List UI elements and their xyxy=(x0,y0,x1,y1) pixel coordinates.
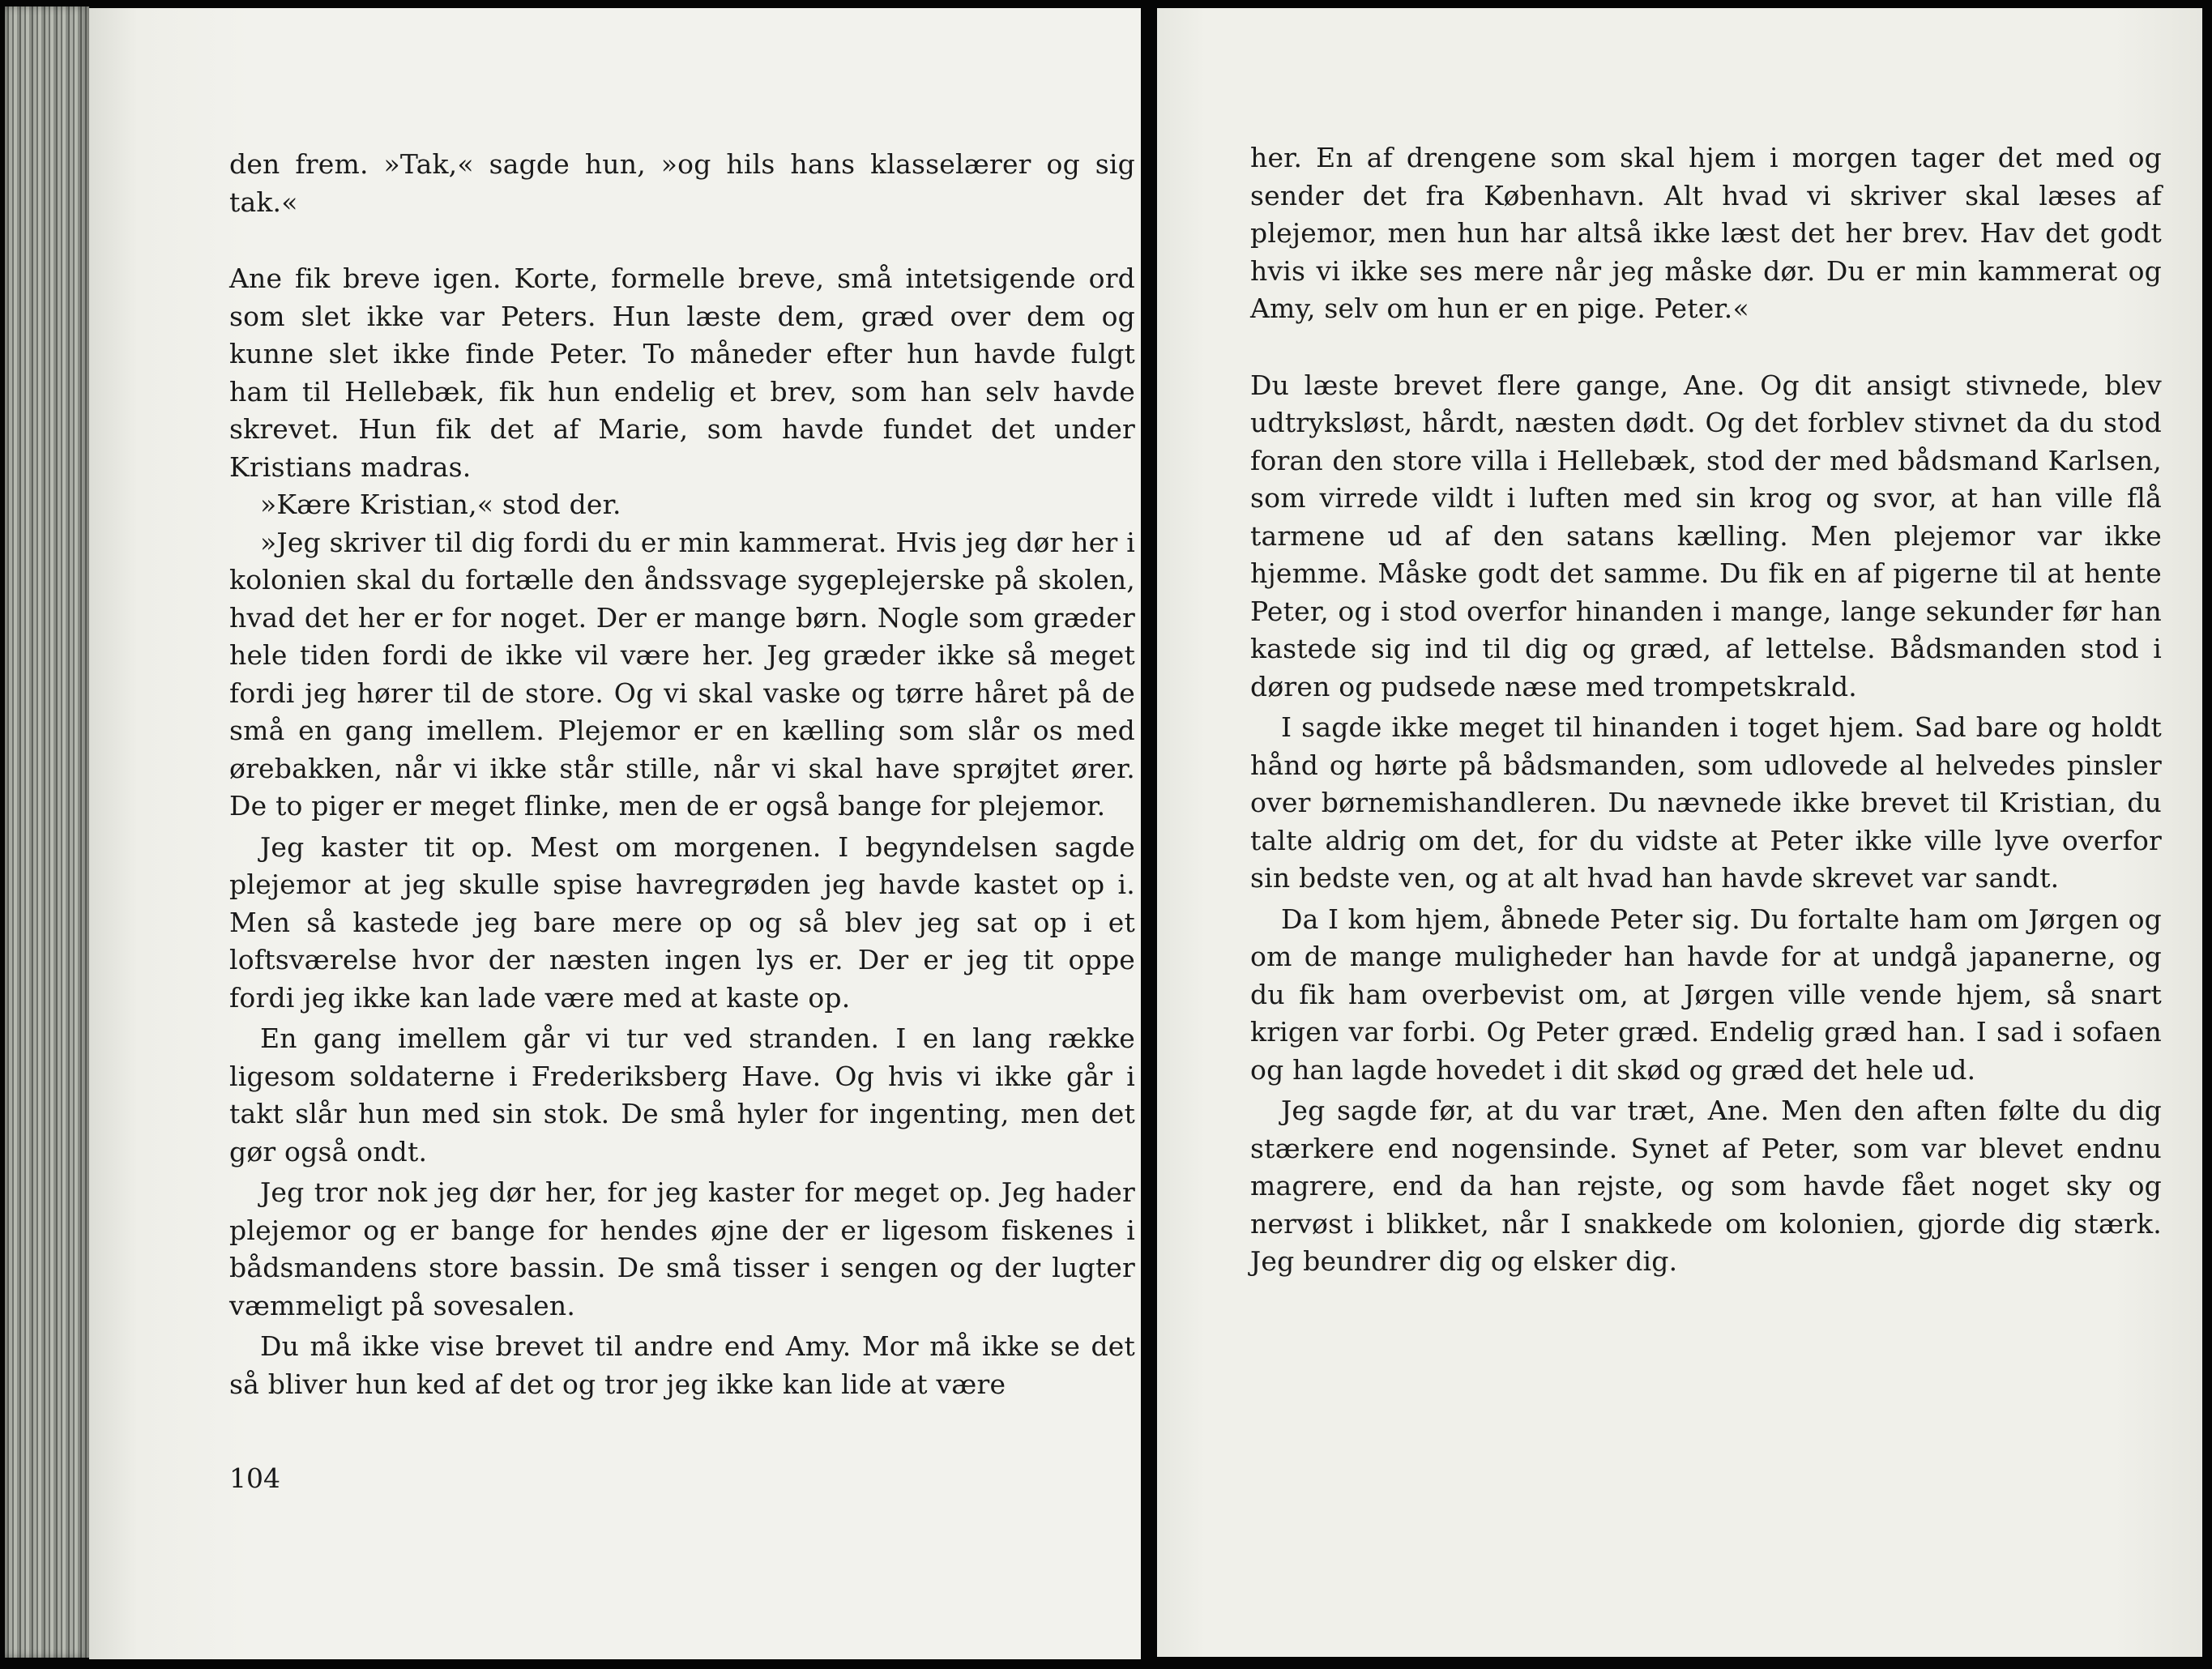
left-page-text xyxy=(229,146,1135,1403)
paragraph: den frem. »Tak,« sagde hun, »og hils hans klasselærer og sig tak.« xyxy=(229,148,1135,218)
paragraph: I sagde ikke meget til hinanden i toget hjem. Sad bare og holdt hånd og hørte på bådsmanden, som udlovede al helvedes pinsler over børnemishandleren. Du nævnede ikke brevet til Kristian, du talte aldrig om det, for du vidste at Peter ikke ville lyve overfor sin bedste ven, og at alt hvad han havde skrevet var sandt. xyxy=(1250,711,2162,894)
paragraph: Du må ikke vise brevet til andre end Amy. Mor må ikke se det så bliver hun ked af det og tror jeg ikke kan lide at være xyxy=(229,1330,1135,1400)
right-page xyxy=(1157,8,2202,1657)
paragraph: Du læste brevet flere gange, Ane. Og dit ansigt stivnede, blev udtryksløst, hårdt, næsten dødt. Og det forblev stivnet da du stod foran den store villa i Hellebæk, stod der med bådsmand Karlsen, som virrede vildt i luften med sin krog og svor, at han ville flå tarmene ud af den satans kælling. Men plejemor var ikke hjemme. Måske godt det samme. Du fik en af pigerne til at hente Peter, og i stod overfor hinanden i mange, lange sekunder før han kastede sig ind til dig og græd, af lettelse. Bådsmanden stod i døren og pudsede næse med trompetskrald. xyxy=(1250,369,2162,702)
paragraph: her. En af drengene som skal hjem i morgen tager det med og sender det fra København. Alt hvad vi skriver skal læses af plejemor, men hun har altså ikke læst det her brev. Hav det godt hvis vi ikke ses mere når jeg måske dør. Du er min kammerat og Amy, selv om hun er en pige. Peter.« xyxy=(1250,142,2162,324)
paragraph: Jeg tror nok jeg dør her, for jeg kaster for meget op. Jeg hader plejemor og er bange for hendes øjne der er ligesom fiskenes i bådsmandens store bassin. De små tisser i sengen og der lugter væmmeligt på sovesalen. xyxy=(229,1176,1135,1321)
paragraph: Jeg sagde før, at du var træt, Ane. Men den aften følte du dig stærkere end nogensinde. Synet af Peter, som var blevet endnu magrere, end da han rejste, og som havde fået noget sky og nervøst i blikket, når I snakkede om kolonien, gjorde dig stærk. Jeg beundrer dig og elsker dig. xyxy=(1250,1095,2162,1277)
left-page xyxy=(89,8,1141,1659)
paragraph: Jeg kaster tit op. Mest om morgenen. I begyndelsen sagde plejemor at jeg skulle spise havregrøden jeg havde kastet op i. Men så kastede jeg bare mere op og så blev jeg sat op i et loftsværelse hvor der næsten ingen lys er. Der er jeg tit oppe fordi jeg ikke kan lade være med at kaste op. xyxy=(229,830,1135,1014)
page-number: 104 xyxy=(229,1462,280,1494)
paragraph: En gang imellem går vi tur ved stranden. I en lang række ligesom soldaterne i Frederiksberg Have. Og hvis vi ikke går i takt slår hun med sin stok. De små hyler for ingenting, men det gør også ondt. xyxy=(229,1022,1135,1167)
paragraph: »Jeg skriver til dig fordi du er min kammerat. Hvis jeg dør her i kolonien skal du fortælle den åndssvage sygeplejerske på skolen, hvad det her er for noget. Der er mange børn. Nogle som græder hele tiden fordi de ikke vil være her. Jeg græder ikke så meget fordi jeg hører til de store. Og vi skal vaske og tørre håret på de små en gang imellem. Plejemor er en kælling som slår os med ørebakken, når vi ikke står stille, når vi skal have sprøjtet ører. De to piger er meget flinke, men de er også bange for plejemor. xyxy=(229,526,1135,822)
paragraph: »Kære Kristian,« stod der. xyxy=(260,489,621,520)
paragraph: Da I kom hjem, åbnede Peter sig. Du fortalte ham om Jørgen og om de mange muligheder han havde for at undgå japanerne, og du fik ham overbevist om, at Jørgen ville vende hjem, så snart krigen var forbi. Og Peter græd. Endelig græd han. I sad i sofaen og han lagde hovedet i dit skød og græd det hele ud. xyxy=(1250,903,2162,1086)
paragraph: Ane fik breve igen. Korte, formelle breve, små intetsigende ord som slet ikke var Peters. Hun læste dem, græd over dem og kunne slet ikke finde Peter. To måneder efter hun havde fulgt ham til Hellebæk, fik hun endelig et brev, som han selv havde skrevet. Hun fik det af Marie, som havde fundet det under Kristians madras. xyxy=(229,263,1135,483)
book-spine-edge xyxy=(5,6,89,1658)
right-page-text xyxy=(1250,139,2162,1281)
